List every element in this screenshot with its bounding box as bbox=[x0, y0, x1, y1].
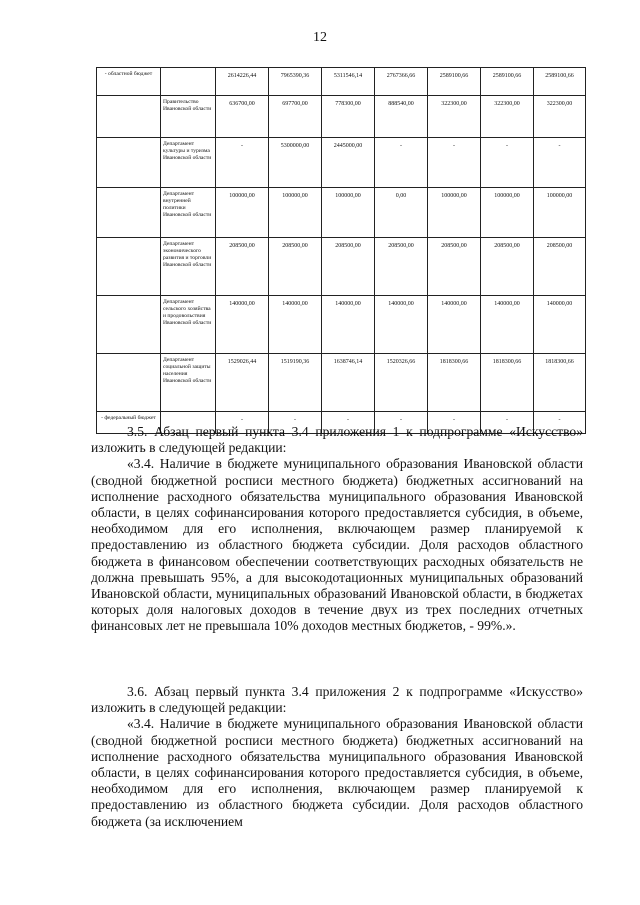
table-cell-value: 7965390,36 bbox=[269, 68, 322, 96]
table-cell-value: 2445000,00 bbox=[322, 138, 375, 188]
table-row bbox=[97, 238, 586, 296]
table-cell-value: 1529026,44 bbox=[216, 354, 269, 412]
table-row bbox=[97, 68, 586, 96]
table-cell-value: - bbox=[322, 412, 375, 434]
table-cell-value: 322300,00 bbox=[481, 96, 534, 138]
table-cell-department: Департамент внутренней политики Ивановской области bbox=[161, 188, 216, 238]
table-cell-value: 100000,00 bbox=[322, 188, 375, 238]
table-cell-source: - федеральный бюджет bbox=[97, 412, 161, 434]
table-cell-value: 140000,00 bbox=[216, 296, 269, 354]
table-cell-value: 5311546,14 bbox=[322, 68, 375, 96]
table-cell-source bbox=[97, 296, 161, 354]
table-cell-value: - bbox=[216, 138, 269, 188]
table-row bbox=[97, 296, 586, 354]
table-cell-department bbox=[161, 68, 216, 96]
table-cell-source: - областной бюджет bbox=[97, 68, 161, 96]
table-cell-value: 322300,00 bbox=[428, 96, 481, 138]
table-cell-value: 208500,00 bbox=[269, 238, 322, 296]
table-cell-department: Департамент сельского хозяйства и продовольствия Ивановской области bbox=[161, 296, 216, 354]
page-number: 12 bbox=[313, 30, 327, 45]
paragraph-3-6-heading: 3.6. Абзац первый пункта 3.4 приложения 2 к подпрограмме «Искусство» изложить в следующей редакции: bbox=[91, 684, 583, 716]
table-cell-value: - bbox=[534, 412, 586, 434]
table-cell-value: 0,00 bbox=[375, 188, 428, 238]
table-cell-value: 5300000,00 bbox=[269, 138, 322, 188]
table-row bbox=[97, 188, 586, 238]
table-cell-value: - bbox=[534, 138, 586, 188]
budget-table bbox=[96, 67, 586, 434]
table-cell-value: 1519190,36 bbox=[269, 354, 322, 412]
amendment-3-6 bbox=[91, 684, 583, 830]
table-cell-value: 140000,00 bbox=[481, 296, 534, 354]
table-cell-value: 140000,00 bbox=[534, 296, 586, 354]
table-cell-value: 140000,00 bbox=[322, 296, 375, 354]
table-cell-value: - bbox=[375, 412, 428, 434]
table-cell-source bbox=[97, 354, 161, 412]
table-cell-source bbox=[97, 96, 161, 138]
table-cell-value: - bbox=[269, 412, 322, 434]
table-cell-value: 1818300,66 bbox=[428, 354, 481, 412]
table-cell-value: 140000,00 bbox=[428, 296, 481, 354]
table-cell-value: 1638746,14 bbox=[322, 354, 375, 412]
table-row bbox=[97, 354, 586, 412]
table-cell-value: 322300,00 bbox=[534, 96, 586, 138]
table-cell-department: Департамент культуры и туризма Ивановской области bbox=[161, 138, 216, 188]
table-cell-value: 140000,00 bbox=[269, 296, 322, 354]
table-row bbox=[97, 96, 586, 138]
amendment-3-5 bbox=[91, 424, 583, 635]
table-cell-department: Правительство Ивановской области bbox=[161, 96, 216, 138]
table-cell-value: 100000,00 bbox=[428, 188, 481, 238]
table-cell-source bbox=[97, 238, 161, 296]
table-cell-value: 778300,00 bbox=[322, 96, 375, 138]
table-cell-source bbox=[97, 188, 161, 238]
table-cell-value: - bbox=[216, 412, 269, 434]
table-cell-value: 1520326,66 bbox=[375, 354, 428, 412]
table-cell-value: 140000,00 bbox=[375, 296, 428, 354]
table-cell-department: Департамент экономического развития и торговли Ивановской области bbox=[161, 238, 216, 296]
table-cell-value: 208500,00 bbox=[428, 238, 481, 296]
paragraph-3-6-body: «3.4. Наличие в бюджете муниципального образования Ивановской области (сводной бюджетной росписи местного бюджета) бюджетных ассигнований на исполнение расходного обязательства муниципального образования Ивановской области, в целях софинансирования которого предоставляется субсидия, в объеме, необходимом для его исполнения, включающем размер планируемой к предоставлению из областного бюджета субсидии. Доля расходов областного бюджета (за исключением bbox=[91, 716, 583, 829]
table-cell-value: - bbox=[481, 412, 534, 434]
table-cell-value: - bbox=[428, 138, 481, 188]
table-cell-department: Департамент социальной защиты населения Ивановской области bbox=[161, 354, 216, 412]
table-cell-value: 100000,00 bbox=[534, 188, 586, 238]
table-cell-value: 636700,00 bbox=[216, 96, 269, 138]
table-cell-value: 2589100,66 bbox=[481, 68, 534, 96]
table-cell-value: - bbox=[428, 412, 481, 434]
table-cell-value: 208500,00 bbox=[534, 238, 586, 296]
table-cell-value: 100000,00 bbox=[216, 188, 269, 238]
table-cell-value: 100000,00 bbox=[481, 188, 534, 238]
table-cell-value: 208500,00 bbox=[216, 238, 269, 296]
table-cell-value: - bbox=[481, 138, 534, 188]
table-cell-value: 1818300,66 bbox=[534, 354, 586, 412]
table-cell-value: 100000,00 bbox=[269, 188, 322, 238]
table-cell-value: 697700,00 bbox=[269, 96, 322, 138]
table-cell-value: 2589100,66 bbox=[534, 68, 586, 96]
table-cell-value: 208500,00 bbox=[481, 238, 534, 296]
table-cell-value: 208500,00 bbox=[322, 238, 375, 296]
table-cell-value: 2589100,66 bbox=[428, 68, 481, 96]
table-cell-value: 888540,00 bbox=[375, 96, 428, 138]
table-cell-value: 2614226,44 bbox=[216, 68, 269, 96]
table-cell-value: 2767366,66 bbox=[375, 68, 428, 96]
paragraph-3-5-heading: 3.5. Абзац первый пункта 3.4 приложения 1 к подпрограмме «Искусство» изложить в следующей редакции: bbox=[91, 424, 583, 456]
paragraph-3-5-body: «3.4. Наличие в бюджете муниципального образования Ивановской области (сводной бюджетной росписи местного бюджета) бюджетных ассигнований на исполнение расходного обязательства муниципального образования Ивановской области, в целях софинансирования которого предоставляется субсидия, в объеме, необходимом для его исполнения, включающем размер планируемой к предоставлению из областного бюджета субсидии. Доля расходов областного бюджета в финансовом обеспечении соответствующих расходных обязательств не должна превышать 95%, а для высокодотационных муниципальных образований Ивановской области, муниципальных образований Ивановской области, в бюджетах которых доля налоговых доходов в течение двух из трех последних отчетных финансовых лет не превышала 10% доходов местных бюджетов, - 99%.». bbox=[91, 456, 583, 634]
table-cell-source bbox=[97, 138, 161, 188]
table-cell-value: - bbox=[375, 138, 428, 188]
table-cell-value: 1818300,66 bbox=[481, 354, 534, 412]
table-cell-value: 208500,00 bbox=[375, 238, 428, 296]
table-row bbox=[97, 138, 586, 188]
